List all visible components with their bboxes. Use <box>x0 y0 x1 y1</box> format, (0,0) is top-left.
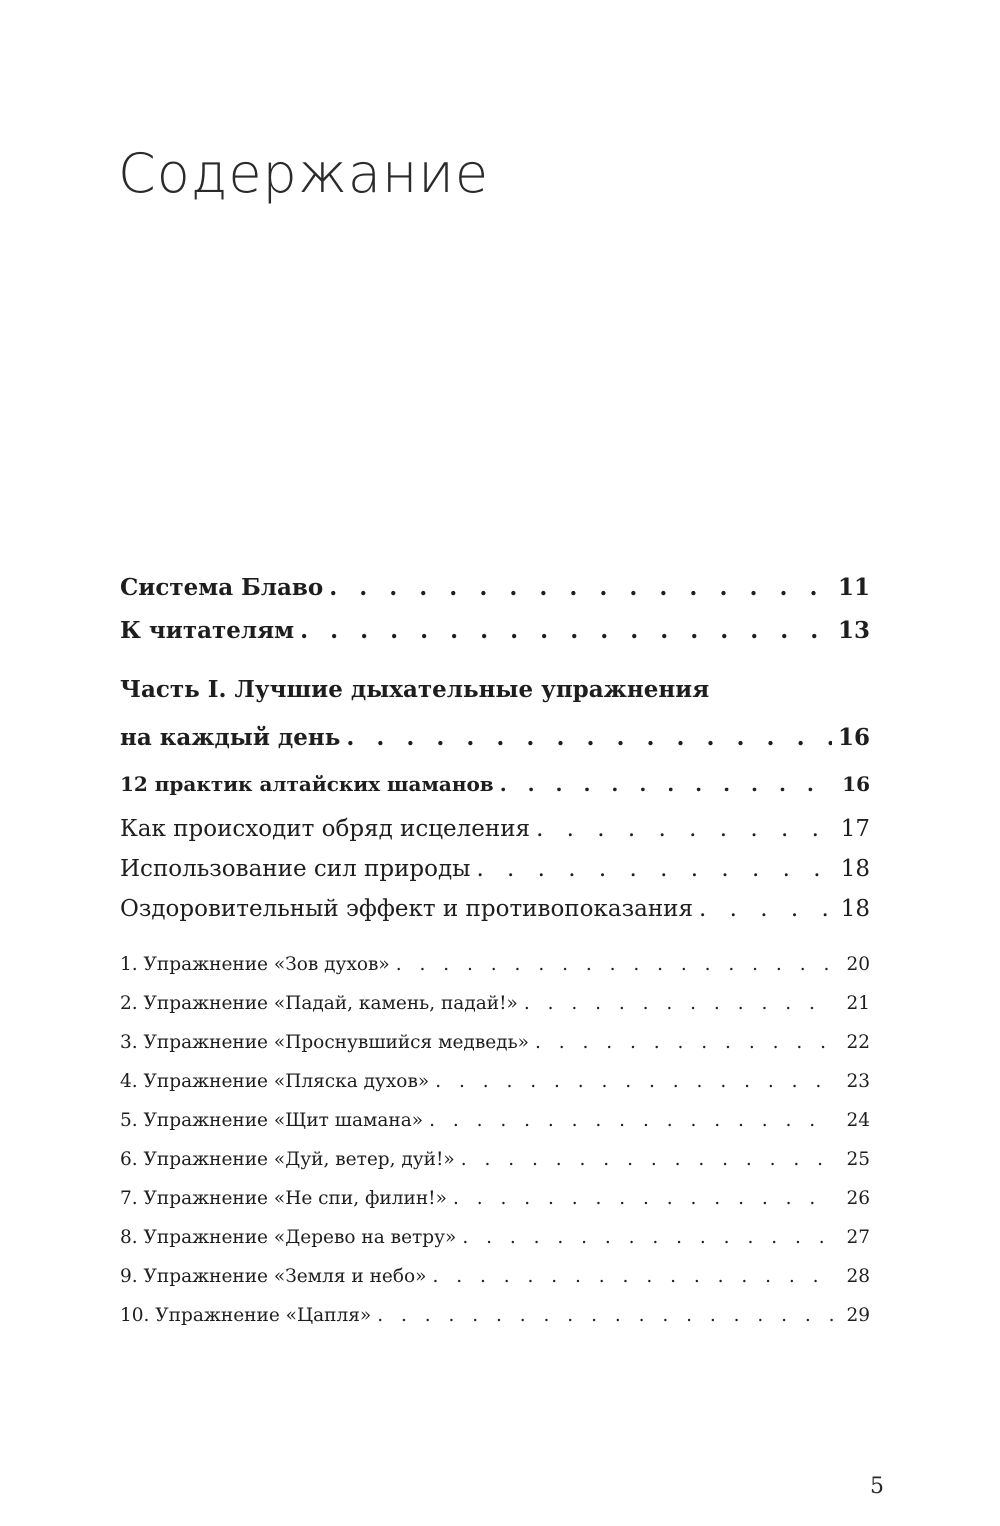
toc-subsection[interactable] <box>120 856 870 882</box>
dot-leader <box>461 1149 834 1170</box>
toc-entry-label: Использование сил природы <box>120 856 471 882</box>
toc-entry-page: 17 <box>840 816 870 842</box>
dot-leader <box>536 816 834 842</box>
toc-entry-page: 11 <box>837 574 870 601</box>
toc-exercise[interactable] <box>120 1188 870 1209</box>
toc-entry-label: 2. Упражнение «Падай, камень, падай!» <box>120 993 518 1014</box>
toc-entry-label: 12 практик алтайских шаманов <box>120 772 494 796</box>
toc-entry-page: 29 <box>846 1305 870 1326</box>
dot-leader <box>462 1227 834 1248</box>
toc-entry-practices[interactable] <box>120 772 870 796</box>
toc-exercise[interactable] <box>120 1227 870 1248</box>
toc-entry-label: 1. Упражнение «Зов духов» <box>120 954 390 975</box>
dot-leader <box>429 1110 834 1131</box>
toc-entry-page: 18 <box>840 856 870 882</box>
toc-entry-label: Система Блаво <box>120 574 324 601</box>
dot-leader <box>346 724 832 751</box>
dot-leader <box>453 1188 834 1209</box>
toc-entry-label: Оздоровительный эффект и противопоказания <box>120 896 693 922</box>
page-title: Содержание <box>118 142 490 205</box>
toc-entry-sistema-blavo[interactable] <box>120 574 870 601</box>
toc-exercise[interactable] <box>120 1110 870 1131</box>
dot-leader <box>535 1032 834 1053</box>
toc-exercise[interactable] <box>120 993 870 1014</box>
dot-leader <box>699 896 834 922</box>
toc-entry-page: 27 <box>846 1227 870 1248</box>
toc-entry-label: на каждый день <box>120 724 341 751</box>
dot-leader <box>377 1305 834 1326</box>
toc-entry-k-chitatelyam[interactable] <box>120 617 870 644</box>
toc-entry-label: 8. Упражнение «Дерево на ветру» <box>120 1227 457 1248</box>
toc-entry-label: 6. Упражнение «Дуй, ветер, дуй!» <box>120 1149 455 1170</box>
page-number: 5 <box>870 1474 884 1499</box>
dot-leader <box>396 954 834 975</box>
toc-entry-page: 16 <box>842 772 870 796</box>
toc-entry-label: 7. Упражнение «Не спи, филин!» <box>120 1188 447 1209</box>
dot-leader <box>524 993 834 1014</box>
toc-entry-page: 25 <box>846 1149 870 1170</box>
toc-part-heading[interactable]: Часть I. Лучшие дыхательные упражнения <box>120 676 710 703</box>
toc-exercise[interactable] <box>120 1266 870 1287</box>
toc-entry-page: 28 <box>846 1266 870 1287</box>
toc-exercise[interactable] <box>120 1071 870 1092</box>
toc-exercise[interactable] <box>120 954 870 975</box>
toc-entry-label: 4. Упражнение «Пляска духов» <box>120 1071 430 1092</box>
toc-entry-page: 22 <box>846 1032 870 1053</box>
toc-entry-label: 9. Упражнение «Земля и небо» <box>120 1266 427 1287</box>
toc-entry-page: 23 <box>846 1071 870 1092</box>
toc-entry-page: 18 <box>840 896 870 922</box>
toc-entry-page: 21 <box>846 993 870 1014</box>
dot-leader <box>432 1266 834 1287</box>
toc-entry-page: 20 <box>846 954 870 975</box>
toc-entry-label: 10. Упражнение «Цапля» <box>120 1305 372 1326</box>
toc-entry-label: 3. Упражнение «Проснувшийся медведь» <box>120 1032 529 1053</box>
dot-leader <box>435 1071 834 1092</box>
toc-entry-label: К читателям <box>120 617 295 644</box>
dot-leader <box>300 617 832 644</box>
toc-entry-label: 5. Упражнение «Щит шамана» <box>120 1110 424 1131</box>
toc-part-heading-continued[interactable] <box>120 724 870 751</box>
toc-subsection[interactable] <box>120 816 870 842</box>
toc-exercise[interactable] <box>120 1032 870 1053</box>
toc-entry-page: 16 <box>837 724 870 751</box>
toc-entry-page: 24 <box>846 1110 870 1131</box>
dot-leader <box>476 856 834 882</box>
toc-entry-label: Как происходит обряд исцеления <box>120 816 531 842</box>
dot-leader <box>329 574 832 601</box>
dot-leader <box>500 772 834 796</box>
toc-exercise[interactable] <box>120 1149 870 1170</box>
toc-exercise[interactable] <box>120 1305 870 1326</box>
toc-entry-page: 26 <box>846 1188 870 1209</box>
toc-subsection[interactable] <box>120 896 870 922</box>
toc-entry-page: 13 <box>837 617 870 644</box>
